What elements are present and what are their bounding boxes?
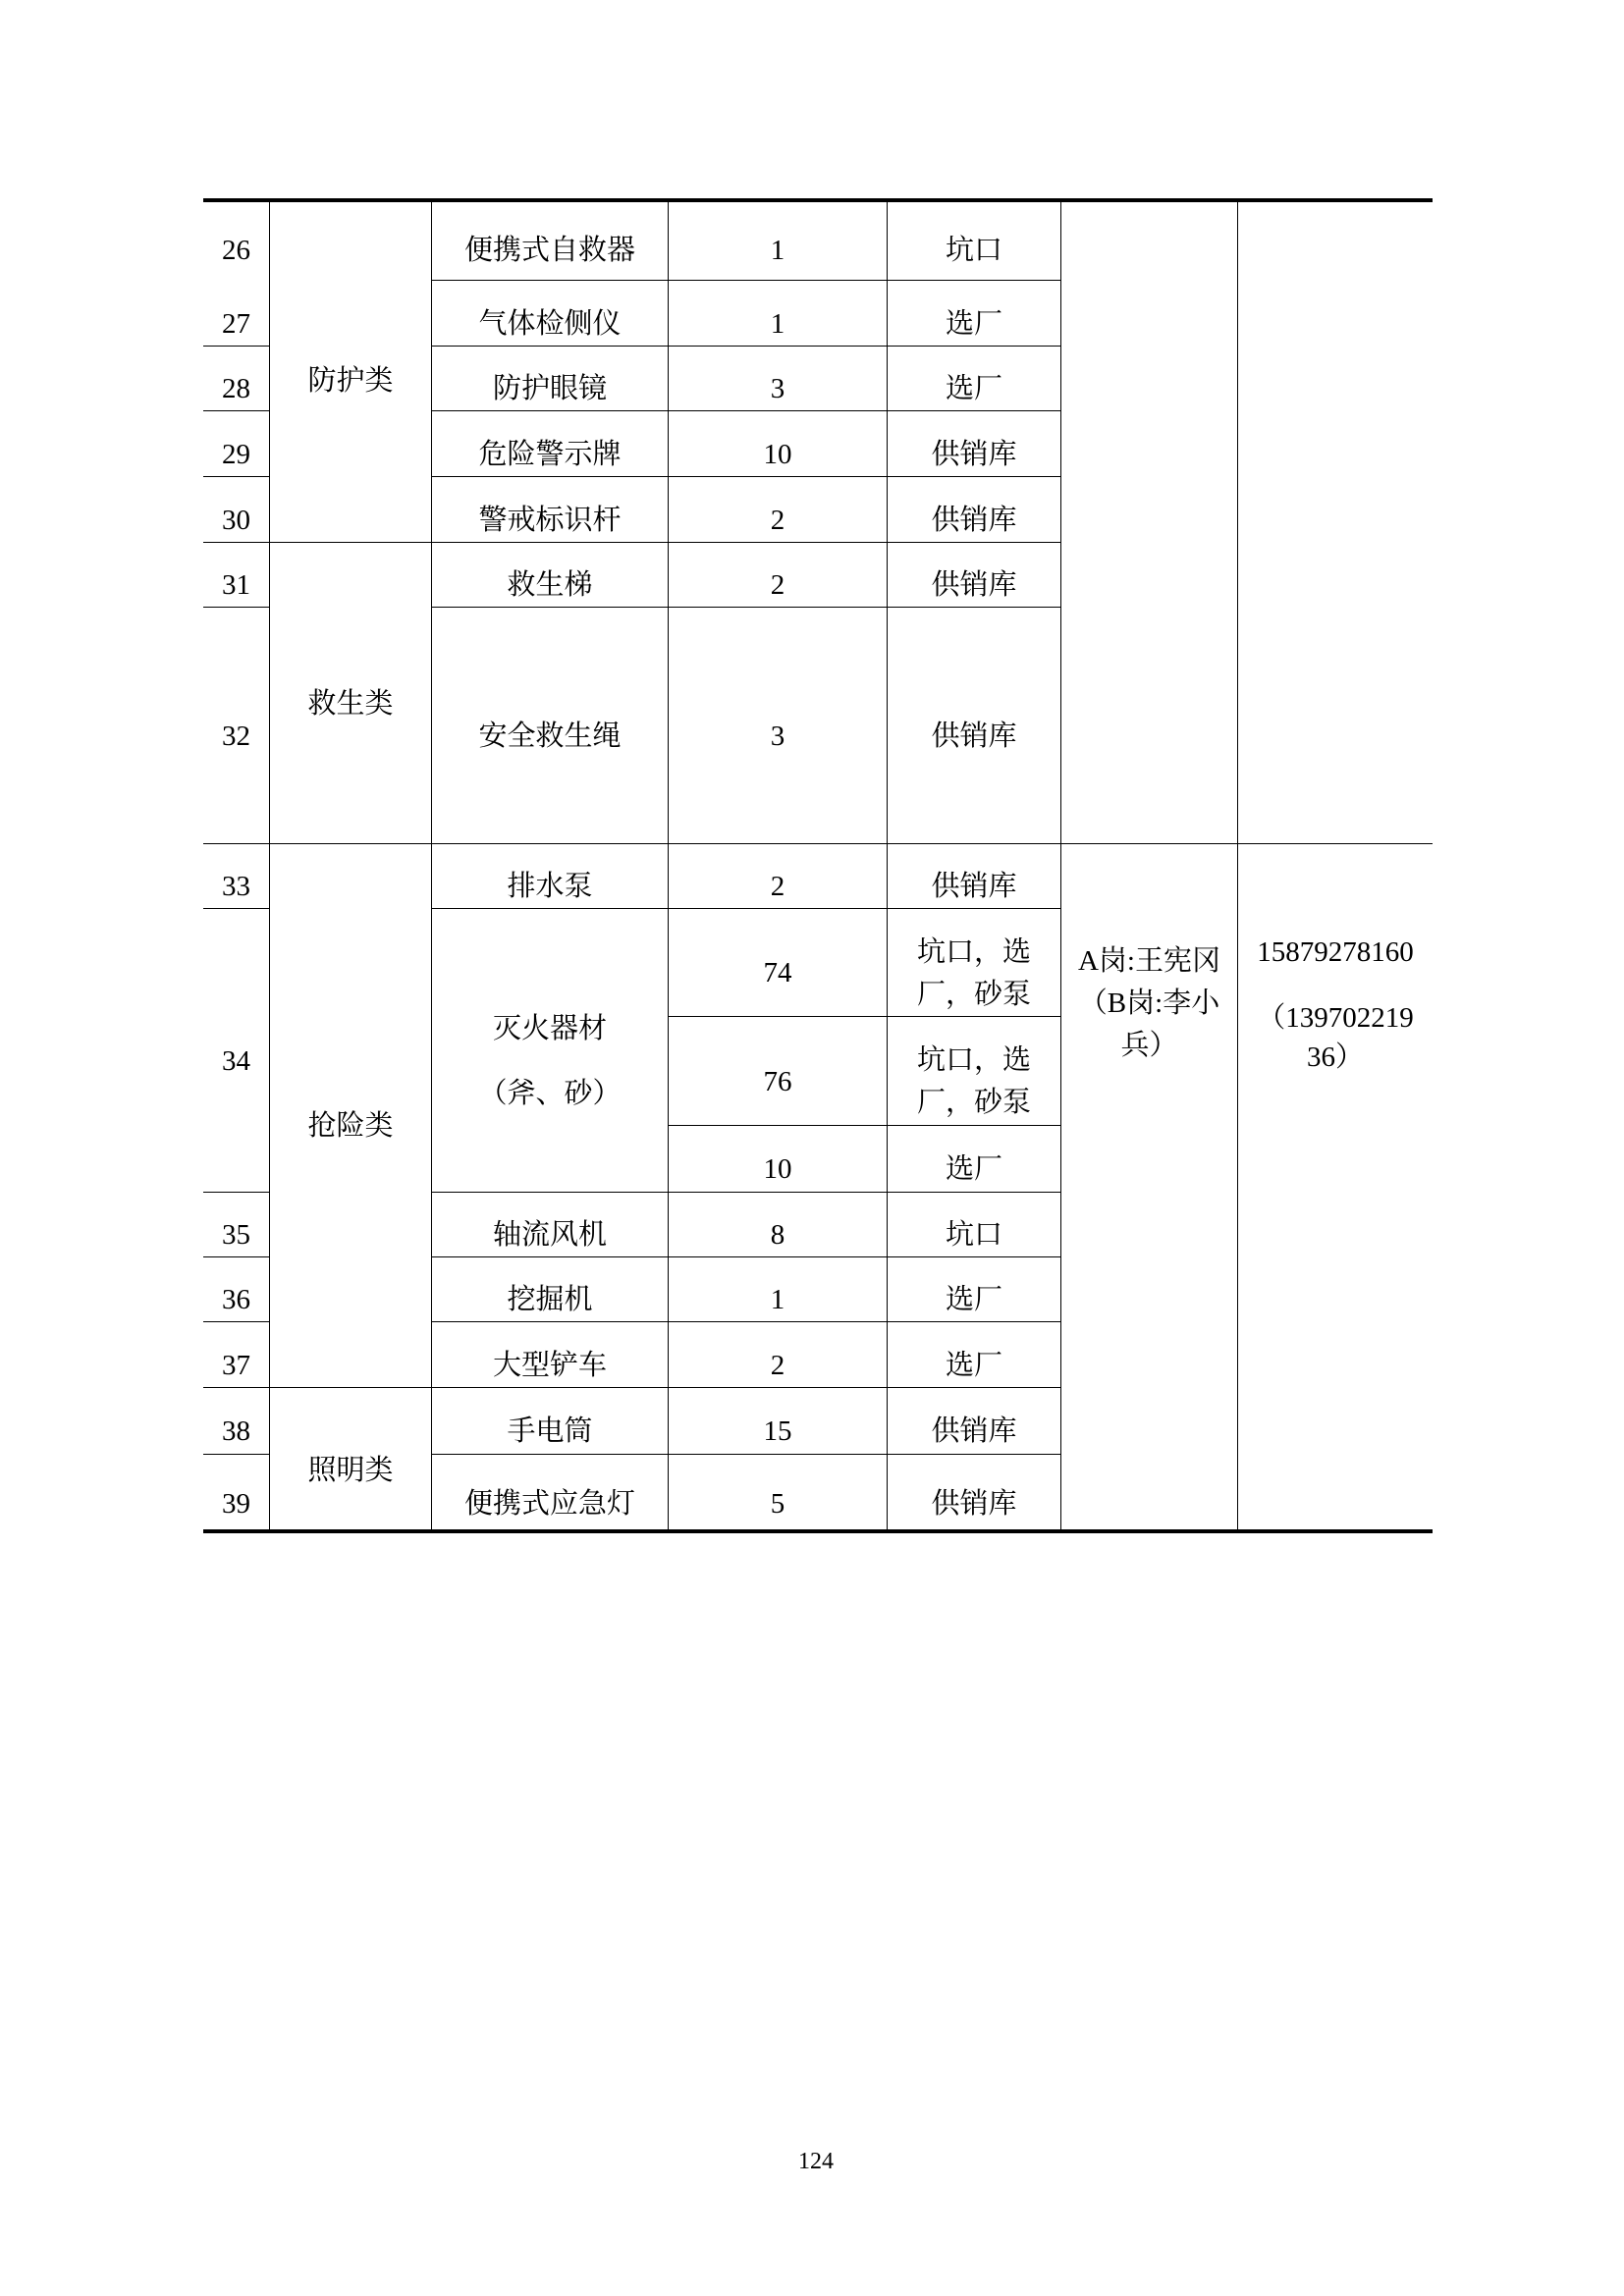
row-number: 32	[203, 608, 270, 844]
contact-phone	[1238, 844, 1433, 1531]
row-number: 38	[203, 1388, 270, 1455]
quantity: 15	[669, 1388, 888, 1455]
storage-location: 选厂	[888, 347, 1061, 411]
row-number: 34	[203, 909, 270, 1193]
quantity: 10	[669, 1126, 888, 1193]
equipment-name-note: （斧、砂）	[478, 1077, 622, 1109]
equipment-name: 大型铲车	[432, 1322, 669, 1388]
storage-location: 供销库	[888, 477, 1061, 543]
row-number: 27	[203, 281, 270, 347]
storage-location: 选厂	[888, 1322, 1061, 1388]
quantity: 76	[669, 1017, 888, 1126]
responsible-person-empty	[1061, 199, 1238, 844]
row-number: 35	[203, 1193, 270, 1257]
quantity: 10	[669, 411, 888, 477]
quantity: 2	[669, 1322, 888, 1388]
storage-location: 选厂	[888, 281, 1061, 347]
quantity: 2	[669, 844, 888, 909]
equipment-name: 手电筒	[432, 1388, 669, 1455]
equipment-name: 便携式应急灯	[432, 1455, 669, 1531]
quantity: 3	[669, 347, 888, 411]
equipment-name: 排水泵	[432, 844, 669, 909]
contact-phone-primary: 15879278160	[1257, 936, 1414, 968]
equipment-name: 安全救生绳	[432, 608, 669, 844]
quantity: 2	[669, 477, 888, 543]
row-number: 29	[203, 411, 270, 477]
storage-location: 供销库	[888, 1388, 1061, 1455]
storage-location: 选厂	[888, 1257, 1061, 1322]
storage-location: 坑口	[888, 199, 1061, 281]
quantity: 3	[669, 608, 888, 844]
storage-location: 供销库	[888, 608, 1061, 844]
category-cell: 照明类	[270, 1388, 432, 1531]
storage-location-text: 坑口，选厂，砂泵	[916, 935, 1031, 1010]
quantity: 1	[669, 1257, 888, 1322]
equipment-name-main: 灭火器材	[492, 1012, 607, 1044]
quantity: 2	[669, 543, 888, 608]
equipment-name: 救生梯	[432, 543, 669, 608]
storage-location: 供销库	[888, 411, 1061, 477]
storage-location-text: 坑口，选厂，砂泵	[916, 1044, 1031, 1118]
equipment-name: 便携式自救器	[432, 199, 669, 281]
quantity: 74	[669, 909, 888, 1017]
category-cell: 防护类	[270, 199, 432, 543]
equipment-name: 挖掘机	[432, 1257, 669, 1322]
table-bottom-rule	[203, 1529, 1433, 1533]
storage-location: 供销库	[888, 1455, 1061, 1531]
equipment-name: 气体检侧仪	[432, 281, 669, 347]
contact-phone-alternate: （13970221936）	[1257, 1002, 1414, 1073]
category-cell: 抢险类	[270, 844, 432, 1388]
equipment-name	[432, 909, 669, 1193]
category-cell: 救生类	[270, 543, 432, 844]
quantity: 1	[669, 281, 888, 347]
storage-location: 坑口	[888, 1193, 1061, 1257]
equipment-name: 警戒标识杆	[432, 477, 669, 543]
equipment-name: 轴流风机	[432, 1193, 669, 1257]
storage-location: 供销库	[888, 543, 1061, 608]
row-number: 37	[203, 1322, 270, 1388]
page-number: 124	[798, 2149, 834, 2174]
equipment-table	[203, 199, 1433, 1531]
row-number: 33	[203, 844, 270, 909]
row-number: 31	[203, 543, 270, 608]
quantity: 1	[669, 199, 888, 281]
equipment-name: 危险警示牌	[432, 411, 669, 477]
quantity: 8	[669, 1193, 888, 1257]
row-number: 30	[203, 477, 270, 543]
storage-location: 供销库	[888, 844, 1061, 909]
equipment-name: 防护眼镜	[432, 347, 669, 411]
row-number: 28	[203, 347, 270, 411]
quantity: 5	[669, 1455, 888, 1531]
contact-phone-empty	[1238, 199, 1433, 844]
responsible-person	[1061, 844, 1238, 1531]
row-number: 36	[203, 1257, 270, 1322]
row-number: 26	[203, 199, 270, 281]
responsible-person-text: A岗:王宪冈（B岗:李小兵）	[1077, 945, 1220, 1061]
row-number: 39	[203, 1455, 270, 1531]
storage-location: 选厂	[888, 1126, 1061, 1193]
storage-location	[888, 1017, 1061, 1126]
storage-location	[888, 909, 1061, 1017]
